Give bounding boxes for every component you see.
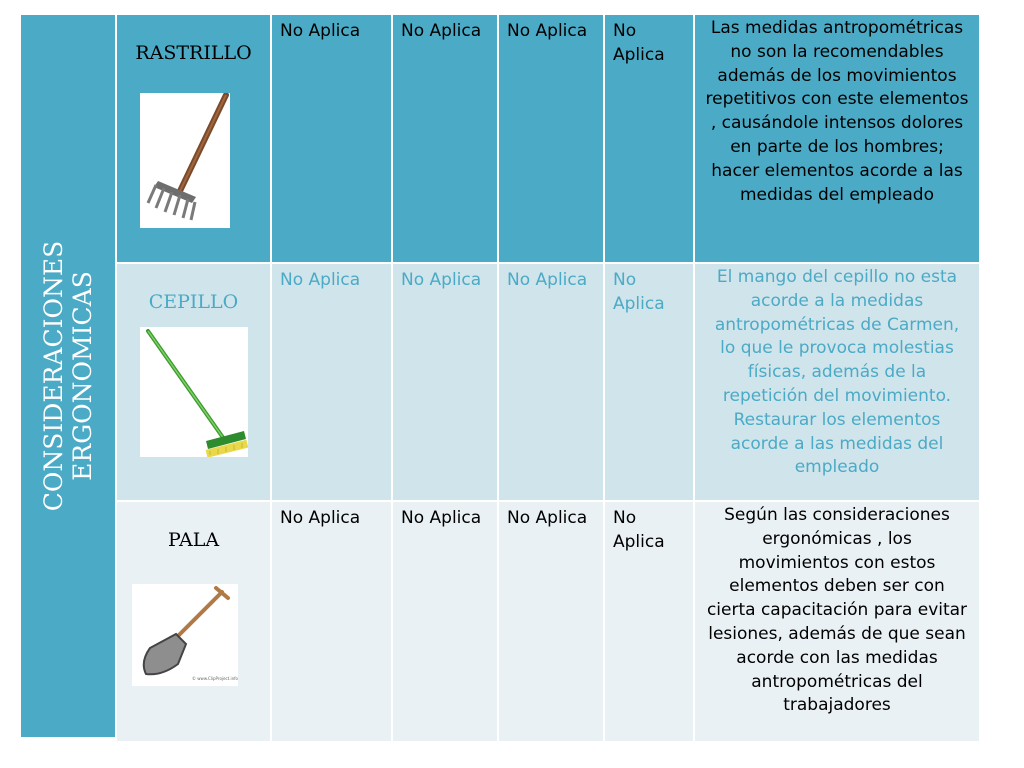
cell-no-aplica: No Aplica [499, 15, 603, 262]
tool-name: RASTRILLO [135, 42, 252, 64]
description-cell: El mango del cepillo no esta acorde a la medidas antropométricas de Carmen, lo que le provoca molestias físicas, además de la repetición del movimiento. Restaurar los elementos acorde a las medidas del empleado [695, 264, 979, 500]
cell-no-aplica: No Aplica [499, 502, 603, 741]
side-label-line2: ERGONOMICAS [68, 271, 97, 481]
side-label-panel [21, 15, 115, 737]
tool-name: CEPILLO [148, 291, 239, 313]
tool-name: PALA [167, 529, 220, 551]
broom-icon [140, 327, 248, 457]
cell-no-aplica: No Aplica [272, 502, 391, 741]
cell-no-aplica: No Aplica [272, 15, 391, 262]
cell-no-aplica: No Aplica [393, 15, 497, 262]
side-label-line1: CONSIDERACIONES [39, 240, 68, 512]
tool-cell-pala [117, 502, 270, 741]
cell-no-aplica: No Aplica [605, 502, 693, 741]
rake-icon [140, 93, 230, 228]
description-cell: Según las consideraciones ergonómicas , los movimientos con estos elementos deben ser con cierta capacitación para evitar lesiones, además de que sean acorde con las medidas antropométricas del trabajadores [695, 502, 979, 741]
tool-cell-cepillo [117, 264, 270, 500]
cell-no-aplica: No Aplica [272, 264, 391, 500]
cell-no-aplica: No Aplica [499, 264, 603, 500]
tool-cell-rastrillo [117, 15, 270, 262]
shovel-icon [132, 584, 238, 686]
cell-no-aplica: No Aplica [605, 264, 693, 500]
image-caption: © www.ClipProject.info [192, 676, 238, 681]
ergonomics-table [117, 15, 975, 737]
side-label [39, 241, 97, 511]
cell-no-aplica: No Aplica [393, 264, 497, 500]
description-cell: Las medidas antropométricas no son la recomendables además de los movimientos repetitivos con este elementos , causándole intensos dolores en parte de los hombres; hacer elementos acorde a las medidas del empleado [695, 15, 979, 262]
cell-no-aplica: No Aplica [605, 15, 693, 262]
cell-no-aplica: No Aplica [393, 502, 497, 741]
